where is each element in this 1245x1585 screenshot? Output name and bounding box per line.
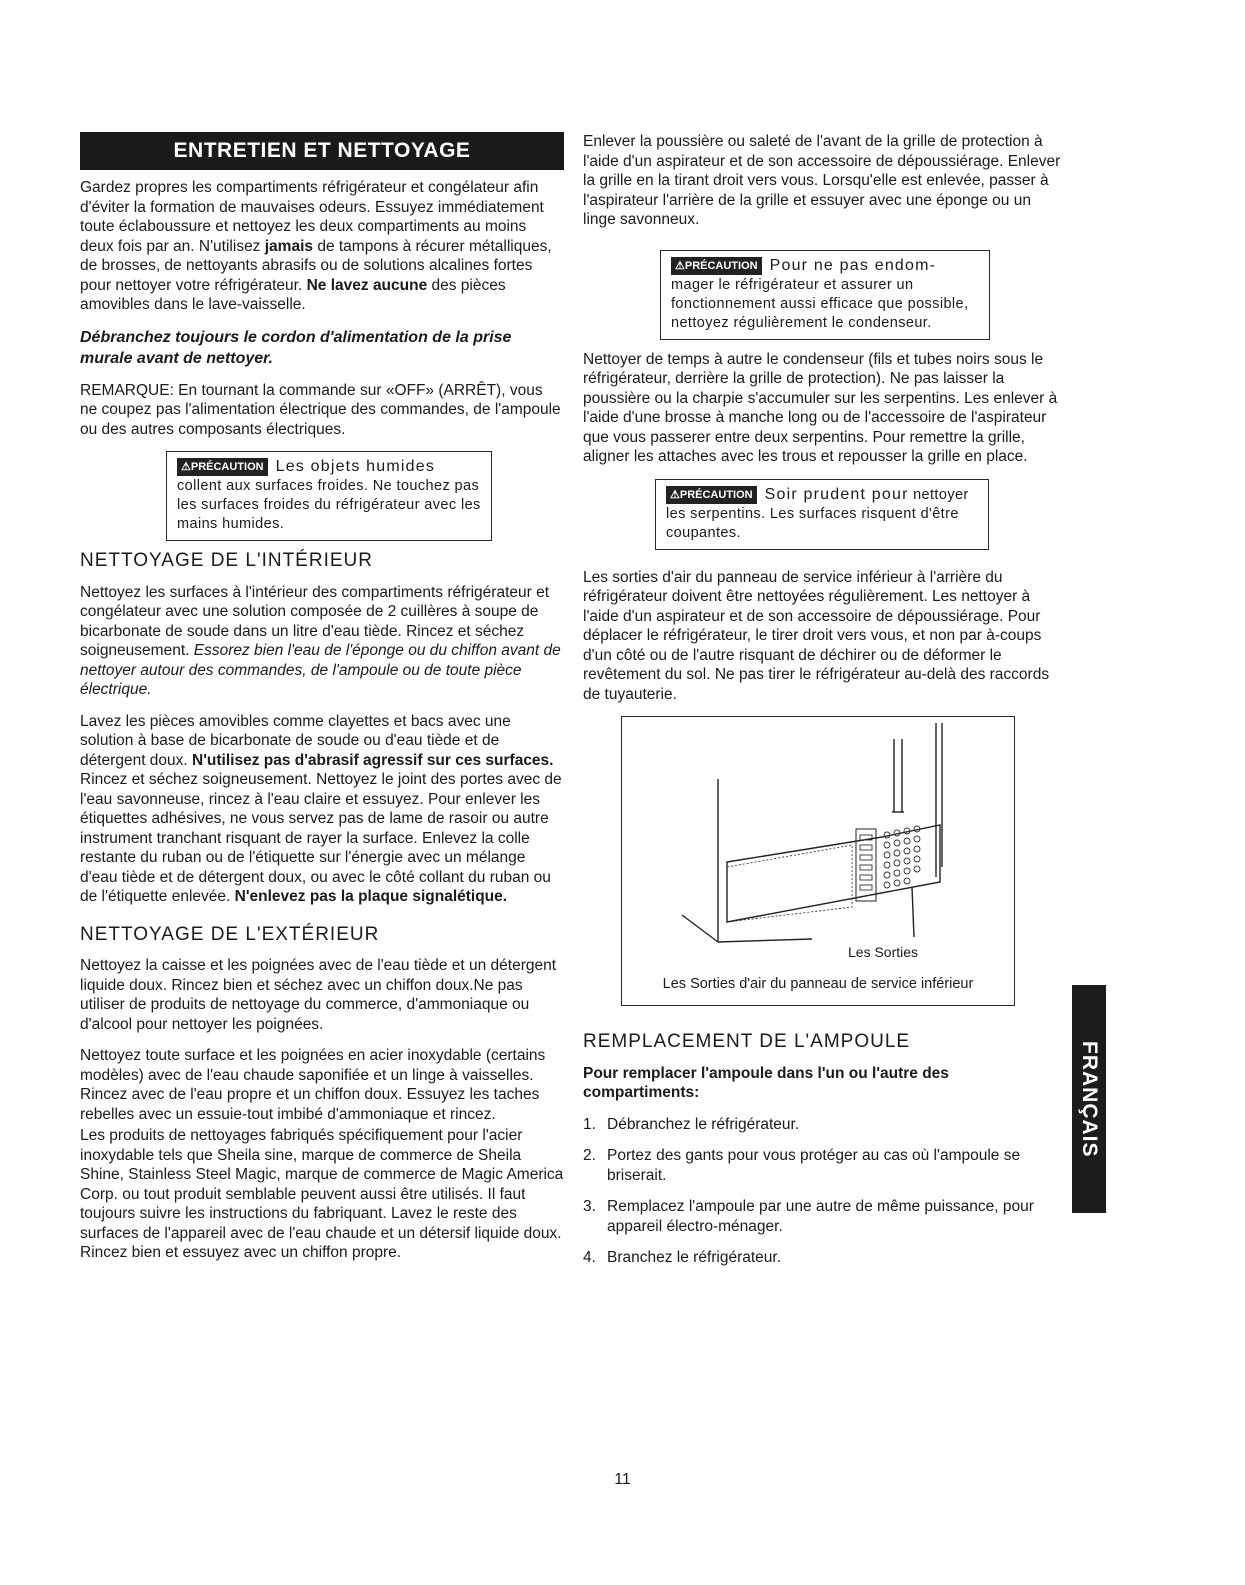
exterior-heading: NETTOYAGE DE L'EXTÉRIEUR <box>80 923 380 945</box>
section-banner <box>80 132 564 170</box>
interior-p1-italic: Essorez bien l'eau de l'éponge ou du chiffon avant de nettoyer autour des commandes, de l'ampoule ou de toute pièce électrique. <box>80 642 561 698</box>
exterior-paragraph-1: Nettoyez la caisse et les poignées avec de l'eau tiède et un détergent liquide doux. Rincez bien et séchez avec un chiffon doux.Ne pas utiliser de produits de nettoyage du commerce, d'ammoniaque ou d'alcool pour nettoyer les poignées. <box>80 957 557 1033</box>
intro-text-1: Gardez propres les compartiments réfrigérateur et congélateur afin d'éviter la formation de mauvaises odeurs. Essuyez immédiatement toute éclaboussure et nettoyez les deux compartiments au moins deux fois par an. N'utilisez <box>80 179 544 255</box>
intro-bold-1: jamais <box>264 237 314 255</box>
vent-figure <box>621 716 1015 1006</box>
vent-illustration <box>622 717 1014 1005</box>
caution-lead: Pour ne pas endom- <box>769 256 937 274</box>
intro-paragraph <box>80 178 564 315</box>
list-item <box>583 1248 1067 1268</box>
language-tab <box>1072 985 1106 1213</box>
unplug-warning: Débranchez toujours le cordon d'alimentation de la prise murale avant de nettoyer. <box>80 328 512 367</box>
caution-badge: ⚠PRÉCAUTION <box>666 486 757 504</box>
interior-p2-bold-2: N'enlevez pas la plaque signalétique. <box>234 888 508 905</box>
caution-badge: ⚠PRÉCAUTION <box>177 458 268 476</box>
intro-text-2: de tampons à récurer métalliques, de brosses, de nettoyants abrasifs ou de solutions alcalines fortes pour nettoyer votre réfrigérateur. <box>80 237 552 294</box>
banner-title: ENTRETIEN ET NETTOYAGE <box>173 139 471 163</box>
step-text: Débranchez le réfrigérateur. <box>607 1115 800 1133</box>
step-text: Branchez le réfrigérateur. <box>607 1249 782 1266</box>
caution-text: collent aux surfaces froides. Ne touchez pas les surfaces froides du réfrigérateur avec les mains humides. <box>177 478 481 532</box>
vents-paragraph: Les sorties d'air du panneau de service inférieur à l'arrière du réfrigérateur doivent être nettoyées régulièrement. Les nettoyer à l'aide d'un aspirateur et de son accessoire de dépoussiérage. Pour déplacer le réfrigérateur, le tirer droit vers vous, et non par à-coups d'un côté ou de l'autre risquant de déchirer ou de déformer le revêtement du sol. Ne pas tirer le réfrigérateur au-delà des raccords de tuyauterie. <box>583 568 1050 703</box>
intro-bold-2: Ne lavez aucune <box>306 276 428 294</box>
remark-label: REMARQUE: <box>80 381 174 399</box>
caution-box-coils <box>655 479 989 550</box>
interior-p2-bold-1: N'utilisez pas d'abrasif agressif sur ces surfaces. <box>192 751 554 769</box>
remark-text: En tournant la commande sur «OFF» (ARRÊT), vous ne coupez pas l'alimentation électrique des commandes, de l'ampoule ou des autres composants électriques. <box>80 381 561 438</box>
condenser-paragraph: Nettoyer de temps à autre le condenseur (fils et tubes noirs sous le réfrigérateur, derrière la grille de protection). Ne pas laisser la poussière ou la charpie s'accumuler sur les serpentins. Les enlever à l'aide d'une brosse à manche long ou de l'accessoire de l'aspirateur que vous passerer entre deux serpentins. Pour remettre la grille, aligner les attaches avec les trous et repousser la grille en place. <box>583 350 1058 465</box>
interior-heading: NETTOYAGE DE L'INTÉRIEUR <box>80 550 373 571</box>
caution-text: nettoyer les serpentins. Les surfaces risquent d'être coupantes. <box>666 486 969 541</box>
intro-text-3: des pièces amovibles dans le lave-vaisselle. <box>80 276 506 313</box>
page-number: 11 <box>614 1471 631 1488</box>
caution-lead: Soir prudent pour <box>764 485 909 503</box>
figure-label: Les Sorties <box>848 944 919 960</box>
exterior-paragraph-3: Les produits de nettoyages fabriqués spécifiquement pour l'acier inoxydable tels que Sheila sine, marque de commerce de Sheila Shine, Stainless Steel Magic, marque de commerce de Magic America Corp. ou tout produit semblable peuvent aussi être utilisés. Il faut toujours suivre les instructions du fabriquant. Lavez le reste des surfaces de l'appareil avec de l'eau chaude et un détersif liquide doux. Rincez bien et essuyez avec un chiffon propre. <box>80 1127 564 1261</box>
list-item <box>583 1115 1067 1135</box>
interior-paragraph-2 <box>80 712 564 907</box>
step-number: 1. <box>583 1115 596 1133</box>
interior-p2-text-1: Lavez les pièces amovibles comme clayettes et bacs avec une solution à base de bicarbonate de soude ou d'eau tiède et de détergent doux. <box>80 712 511 769</box>
remark-paragraph <box>80 381 564 440</box>
interior-p2-text-2: Rincez et séchez soigneusement. Nettoyez le joint des portes avec de l'eau savonneuse, rincez à l'eau claire et essuyez. Pour enlever les étiquettes adhésives, ne vous servez pas de lame de rasoir ou autre instrument tranchant risquant de rayer la surface. Enlevez la colle restante du ruban ou de l'étiquette sur l'énergie avec un mélange d'eau tiède et de détergent doux, ou avec le côté collant du ruban ou de l'étiquette enlevée. <box>80 771 562 905</box>
bulb-heading: REMPLACEMENT DE L'AMPOULE <box>583 1031 911 1052</box>
caution-box-condenser <box>660 250 990 340</box>
bulb-steps <box>583 1115 1067 1268</box>
step-number: 3. <box>583 1198 596 1215</box>
exterior-paragraph-2: Nettoyez toute surface et les poignées en acier inoxydable (certains modèles) avec de l'eau chaude saponifiée et un linge à vaisselles. Rincez avec de l'eau propre et un chiffon doux. Essuyez les taches rebelles avec un essuie-tout imbibé d'ammoniaque et rincez. <box>80 1047 546 1123</box>
vent-slots <box>860 826 920 890</box>
step-text: Portez des gants pour vous protéger au cas où l'ampoule se briserait. <box>607 1147 1021 1184</box>
left-column <box>80 132 564 1275</box>
right-column <box>583 132 1067 1280</box>
language-tab-label: FRANÇAIS <box>1077 1040 1101 1158</box>
step-number: 4. <box>583 1249 596 1266</box>
interior-paragraph-1 <box>80 583 564 700</box>
step-number: 2. <box>583 1147 596 1164</box>
caution-lead: Les objets humides <box>275 458 436 475</box>
caution-text: mager le réfrigérateur et assurer un fonctionnement aussi efficace que possible, nettoyez régulièrement le condenseur. <box>671 276 969 331</box>
grille-paragraph: Enlever la poussière ou saleté de l'avant de la grille de protection à l'aide d'un aspirateur et de son accessoire de dépoussiérage. Enlever la grille en la tirant droit vers vous. Lorsqu'elle est enlevée, passer à l'aspirateur l'arrière de la grille et essuyer avec une éponge ou un linge savonneux. <box>583 133 1061 228</box>
interior-p1-text: Nettoyez les surfaces à l'intérieur des compartiments réfrigérateur et congélateur avec une solution composée de 2 cuillères à soupe de bicarbonate de soude dans un litre d'eau tiède. Rincez et séchez soigneusement. <box>80 583 550 659</box>
bulb-intro: Pour remplacer l'ampoule dans l'un ou l'autre des compartiments: <box>583 1064 949 1101</box>
list-item <box>583 1146 1067 1185</box>
figure-caption: Les Sorties d'air du panneau de service inférieur <box>662 976 974 992</box>
list-item <box>583 1197 1067 1236</box>
step-text: Remplacez l'ampoule par une autre de même puissance, pour appareil électro-ménager. <box>607 1198 1034 1235</box>
caution-badge: ⚠PRÉCAUTION <box>671 257 762 275</box>
caution-box-humid <box>166 451 492 541</box>
